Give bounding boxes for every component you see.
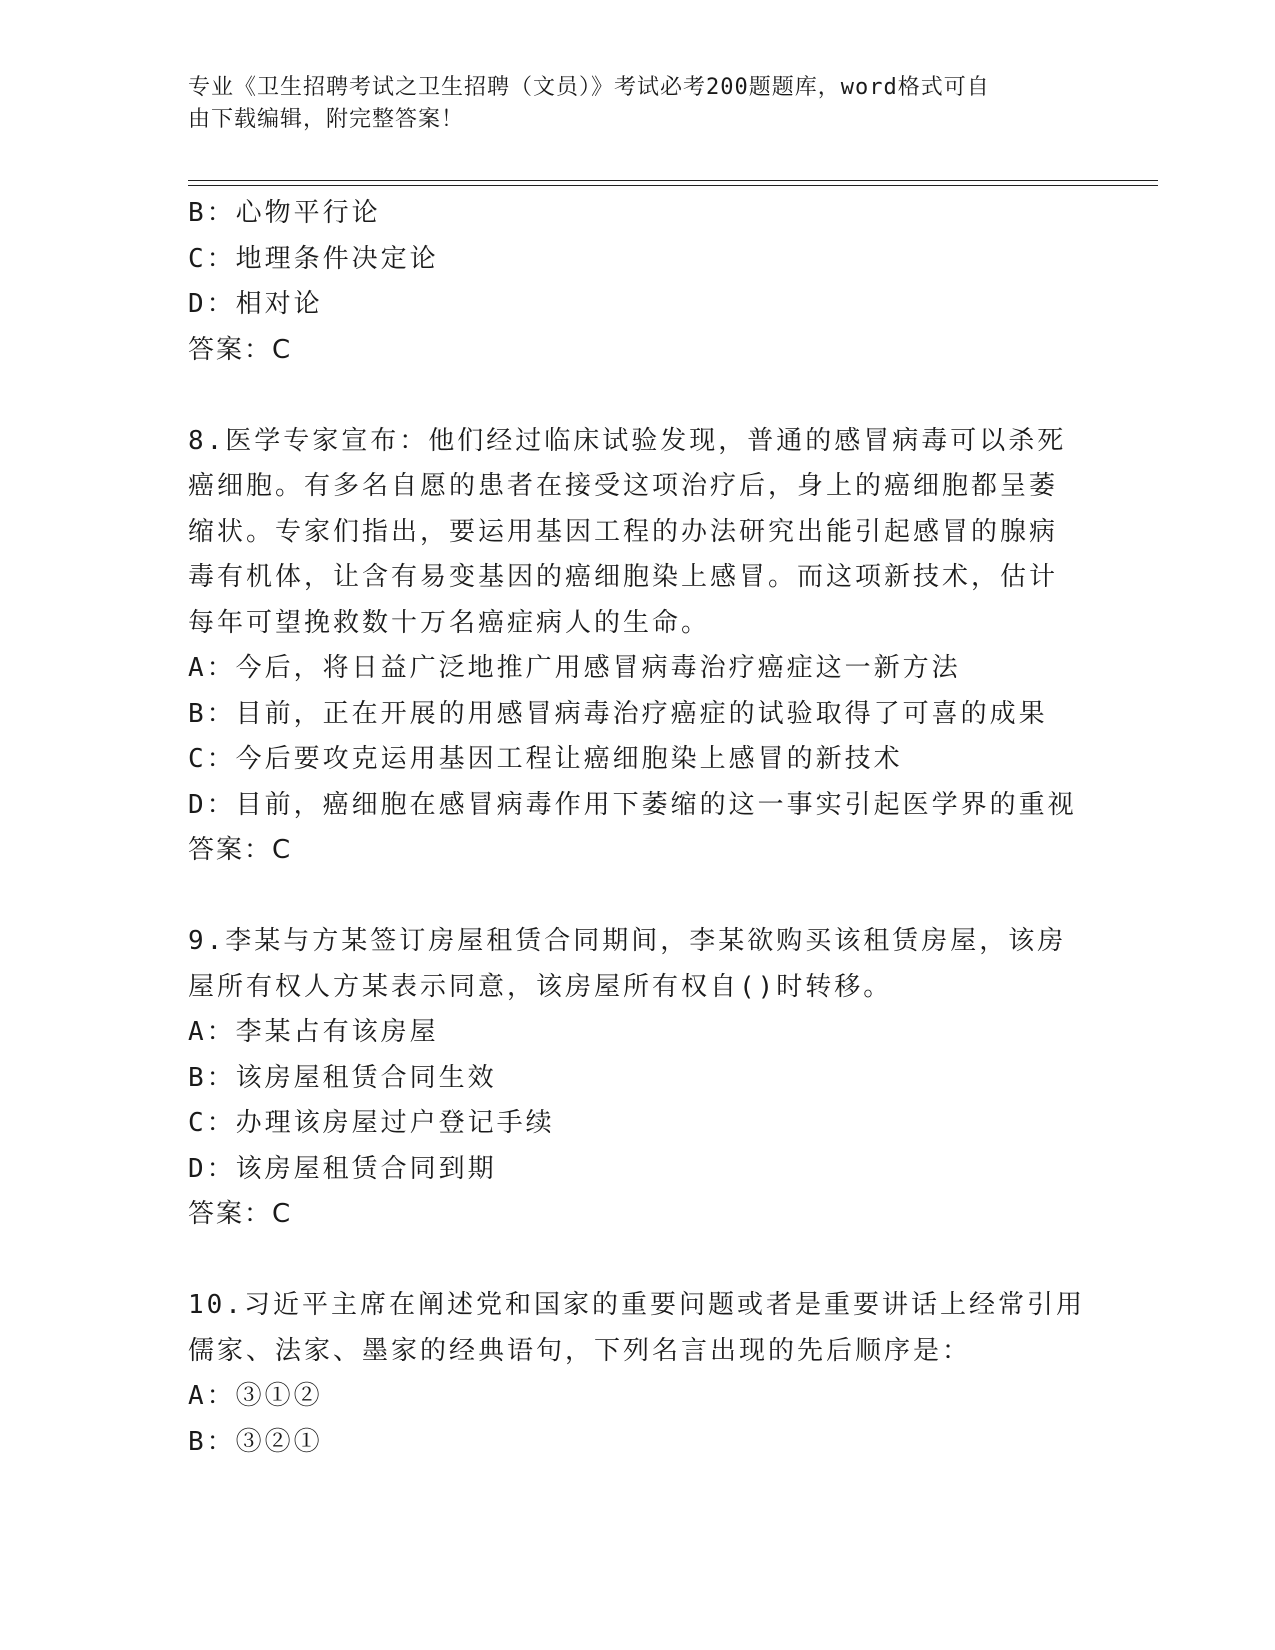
- option-c: C：办理该房屋过户登记手续: [188, 1108, 555, 1138]
- header-line-1: 专业《卫生招聘考试之卫生招聘（文员）》考试必考200题题库，word格式可自: [188, 75, 990, 100]
- spacer: [188, 373, 1088, 419]
- spacer: [188, 874, 1088, 920]
- option-a: A：今后，将日益广泛地推广用感冒病毒治疗癌症这一新方法: [188, 653, 961, 683]
- option-a: A：李某占有该房屋: [188, 1017, 439, 1047]
- option-a: A：③①②: [188, 1381, 323, 1411]
- question-stem-line: 8.医学专家宣布：他们经过临床试验发现，普通的感冒病毒可以杀死: [188, 425, 1067, 456]
- question-stem-line: 屋所有权人方某表示同意，该房屋所有权自()时转移。: [188, 971, 893, 1002]
- header-line-2: 由下载编辑，附完整答案！: [188, 107, 465, 132]
- question-9: [188, 919, 1088, 1238]
- answer: 答案：C: [188, 1199, 293, 1229]
- header-divider-bottom: [188, 185, 1158, 186]
- question-stem-line: 缩状。专家们指出，要运用基因工程的办法研究出能引起感冒的腺病: [188, 516, 1059, 547]
- option-d: D：该房屋租赁合同到期: [188, 1153, 497, 1184]
- answer: 答案：C: [188, 334, 293, 365]
- question-8: [188, 419, 1088, 874]
- question-list: [188, 191, 1088, 1465]
- answer: 答案：C: [188, 835, 293, 865]
- option-c: C：地理条件决定论: [188, 243, 439, 274]
- spacer: [188, 1238, 1088, 1284]
- question-stem-line: 每年可望挽救数十万名癌症病人的生命。: [188, 607, 711, 638]
- option-b: B：③②①: [188, 1426, 323, 1457]
- question-7-continued: [188, 191, 1088, 373]
- question-stem-line: 9.李某与方某签订房屋租赁合同期间，李某欲购买该租赁房屋，该房: [188, 926, 1067, 956]
- question-stem-line: 10.习近平主席在阐述党和国家的重要问题或者是重要讲话上经常引用: [188, 1290, 1085, 1320]
- question-stem-line: 癌细胞。有多名自愿的患者在接受这项治疗后，身上的癌细胞都呈萎: [188, 471, 1059, 501]
- option-d: D：相对论: [188, 289, 323, 319]
- header-divider-top: [188, 180, 1158, 181]
- option-b: B：该房屋租赁合同生效: [188, 1062, 497, 1093]
- question-stem-line: 毒有机体，让含有易变基因的癌细胞染上感冒。而这项新技术，估计: [188, 562, 1059, 592]
- option-d: D：目前，癌细胞在感冒病毒作用下萎缩的这一事实引起医学界的重视: [188, 789, 1077, 820]
- document-header: [188, 72, 1088, 136]
- question-stem-line: 儒家、法家、墨家的经典语句，下列名言出现的先后顺序是：: [188, 1335, 972, 1366]
- option-b: B：心物平行论: [188, 198, 381, 228]
- option-c: C：今后要攻克运用基因工程让癌细胞染上感冒的新技术: [188, 744, 903, 774]
- question-10: [188, 1283, 1088, 1465]
- option-b: B：目前，正在开展的用感冒病毒治疗癌症的试验取得了可喜的成果: [188, 698, 1048, 729]
